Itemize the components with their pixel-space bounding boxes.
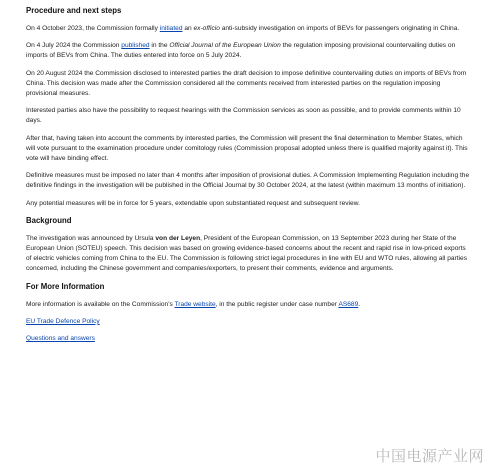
initiated-link[interactable]: initiated (159, 25, 183, 32)
trade-website-link[interactable]: Trade website (174, 300, 216, 308)
paragraph-duration: Any potential measures will be in force for 5 years, extendable upon substantiated request and subsequent review. (26, 199, 360, 207)
article-body (26, 6, 472, 344)
paragraph-draft-decision: On 20 August 2024 the Commission disclosed to interested parties the draft decision to impose definitive countervailing duties on imports of BEVs from China. This decision was made after the Commission considered all the comments received from interested parties on the regulation imposing provisional measures. (26, 69, 467, 98)
paragraph-background: The investigation was announced by Ursula von der Leyen, President of the European Commission, on 13 September 2023 during her State of the European Union (SOTEU) speech. This decision was based on growing evidence-based concerns about the recent and rapid rise in low-priced exports of electric vehicles coming from China to the EU. The Commission is following strict legal procedures in line with EU and WTO rules, allowing all parties concerned, including the Chinese government and companies/exporters, to present their comments, evidence and arguments. (26, 234, 467, 273)
heading-more-info: For More Information (26, 281, 105, 291)
case-as689-link[interactable]: AS689 (338, 300, 359, 308)
questions-and-answers-link[interactable]: Questions and answers (26, 335, 95, 343)
published-link[interactable]: published (121, 42, 150, 50)
paragraph-more-info: More information is available on the Commission's Trade website, in the public register under case number AS689. (26, 300, 361, 308)
paragraph-hearings: Interested parties also have the possibility to request hearings with the Commission services as soon as possible, and to provide comments within 10 days. (26, 107, 461, 125)
eu-trade-defence-policy-link[interactable]: EU Trade Defence Policy (26, 317, 100, 325)
heading-procedure: Procedure and next steps (26, 6, 122, 15)
heading-background: Background (26, 215, 72, 225)
paragraph-qa-link (26, 334, 472, 344)
paragraph-defence-link (26, 317, 472, 327)
paragraph-provisional-duties: On 4 July 2024 the Commission published in the Official Journal of the European Union the regulation imposing provisional countervailing duties on imports of BEVs from China. The duties entered into force on 5 July 2024. (26, 42, 456, 60)
source-watermark: 中国电源产业网 (375, 447, 484, 465)
paragraph-final-determination: After that, having taken into account the comments by interested parties, the Commission will present the final determination to Member States, which will vote pursuant to the examination procedure under comitology rules (Commission proposal adopted unless there is qualified majority against it). This vote will have binding effect. (26, 134, 468, 163)
paragraph-definitive-measures: Definitive measures must be imposed no later than 4 months after imposition of provisional duties. A Commission Implementing Regulation including the definitive findings in the investigation will be published in the Official Journal by 30 October 2024, at the latest (within maximum 13 months of initiation). (26, 172, 470, 190)
paragraph-initiation: On 4 October 2023, the Commission formally initiated an ex-officio anti-subsidy investigation on imports of BEVs for passengers originating in China. (26, 25, 460, 32)
